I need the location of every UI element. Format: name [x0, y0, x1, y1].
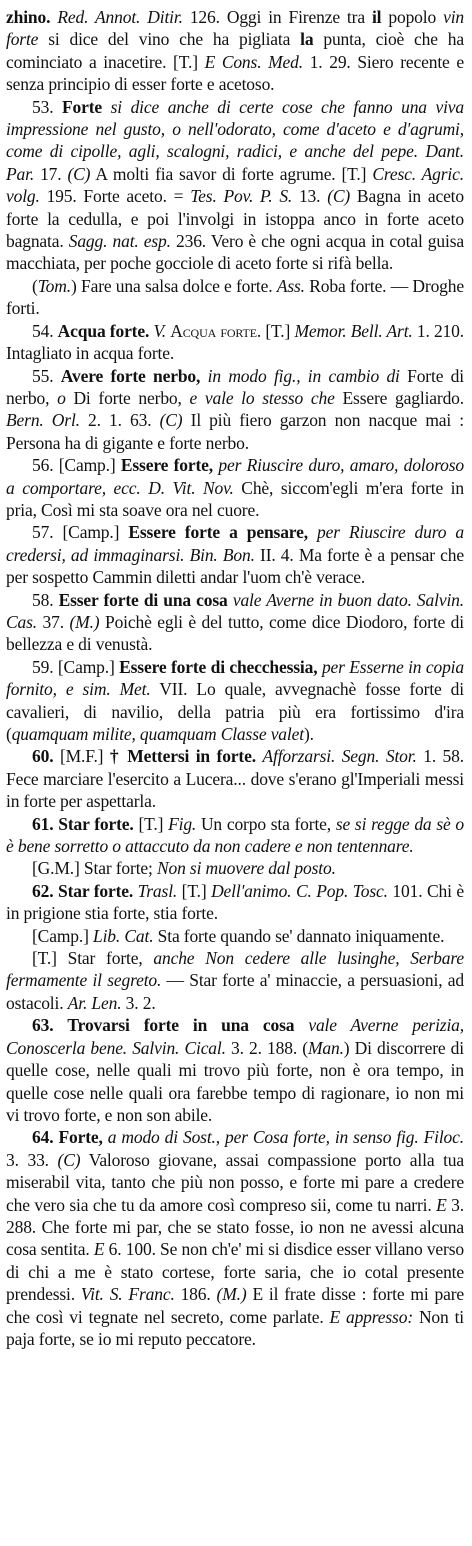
text-segment: VII. Lo quale, avvegnachè fosse forte di cavalieri, di navilio, della patria più era fortissimo d'ira ( — [6, 679, 464, 744]
text-segment: . [T.] — [256, 320, 295, 341]
text-segment: E il frate disse : forte mi pare che così vi tegnate nel secreto, come parlate. — [6, 1284, 464, 1327]
text-segment: si dice del vino che ha pigliata — [38, 29, 301, 50]
text-segment: Sagg. nat. esp. — [68, 231, 171, 252]
entry-paragraph-intro — [6, 6, 464, 96]
entry-paragraph-s58 — [6, 589, 464, 656]
text-segment: Esser forte di una cosa — [58, 589, 228, 610]
text-segment: 58. — [32, 589, 59, 610]
text-segment: E — [436, 1194, 447, 1215]
text-segment: [M.F.] — [53, 746, 110, 767]
text-segment: Memor. Bell. Art. — [294, 320, 413, 341]
text-segment: 3. 2. 188. ( — [225, 1037, 308, 1058]
text-segment: 53. — [32, 96, 62, 117]
text-segment: zhino. — [6, 7, 51, 27]
text-segment: A molti fia savor di forte agrume. [T.] — [90, 163, 373, 184]
text-segment: vin forte — [6, 7, 465, 50]
entry-paragraph-s56 — [6, 454, 464, 521]
text-segment: 195. Forte aceto. = — [39, 186, 191, 207]
text-segment: per Riuscire duro, amaro, doloroso a comportare, ecc. D. Vit. Nov. — [6, 455, 464, 498]
entry-paragraph-tom — [6, 275, 464, 320]
text-segment: Ar. Len. — [67, 992, 122, 1013]
text-segment: 17. — [34, 163, 68, 184]
text-segment: 101. Chi è in prigione stia forte, stia forte. — [6, 880, 464, 924]
text-segment: Essere forte, — [120, 455, 214, 476]
text-segment: 60. — [32, 746, 54, 767]
text-segment: Bagna in aceto forte la cedulla, e poi l'involgi in istoppa anco in forte aceto bagnata. — [6, 186, 464, 252]
text-segment: [G.M.] Star forte; — [32, 858, 157, 879]
text-segment: per Esserne in copia fornito, e sim. Met. — [6, 656, 464, 700]
text-segment: Trasl. — [137, 880, 178, 901]
text-segment: Vit. S. Franc. — [80, 1284, 175, 1305]
text-segment: Lib. Cat. — [93, 925, 154, 946]
text-segment: Forte — [62, 96, 103, 117]
text-segment: vale Averne perizia, Conoscerla bene. Salvin. Cical. — [6, 1015, 464, 1058]
text-segment: 1. 58. Fece marciare l'esercito a Lucera... dove s'erano gl'Imperiali messi in forte per aspettarla. — [6, 746, 464, 812]
text-segment: in modo fig., in cambio di — [207, 365, 400, 386]
text-segment: 236. Vero è che ogni acqua in cotal guisa macchiata, per poche gocciole di aceto forte si rifà bella. — [6, 231, 464, 274]
text-segment: Dell'animo. C. Pop. Tosc. — [211, 880, 388, 901]
text-segment: Non si muovere dal posto. — [156, 858, 336, 879]
text-segment: Forte di nerbo, — [6, 365, 464, 408]
text-segment: 62. — [32, 880, 54, 901]
entry-paragraph-s53 — [6, 96, 464, 275]
text-segment: (C) — [327, 186, 351, 207]
text-segment: E — [93, 1239, 105, 1260]
text-segment: Essere forte di checchessia, — [119, 656, 318, 677]
text-segment: Chè, siccom'egli m'era forte in pria, Così mi sta soave ora nel cuore. — [6, 477, 464, 520]
text-segment: (C) — [159, 410, 183, 431]
entry-paragraph-s59 — [6, 656, 464, 746]
text-segment: a modo di Sost., per Cosa forte, in senso fig. Filoc. — [107, 1127, 464, 1148]
text-segment: Trovarsi forte in una cosa — [67, 1015, 295, 1036]
text-segment: Star forte. — [58, 813, 134, 834]
entry-paragraph-s60 — [6, 745, 464, 812]
text-segment: 3. 33. — [6, 1149, 58, 1170]
text-segment: Essere forte a pensare, — [128, 522, 308, 543]
text-segment: † Mettersi in forte. — [109, 746, 256, 767]
entry-paragraph-s55 — [6, 365, 464, 455]
text-segment: o — [57, 387, 66, 408]
text-segment: 1. 210. Intagliato in acqua forte. — [6, 320, 464, 364]
text-segment: — Star forte a' minaccie, a persuasioni, ad ostacoli. — [6, 970, 464, 1013]
text-segment: anche Non cedere alle lusinghe, Serbare fermamente il segreto. — [6, 948, 464, 991]
text-segment: vale Averne in buon dato. Salvin. Cas. — [6, 589, 465, 632]
text-segment: 37. — [37, 611, 70, 632]
text-segment: 59. [Camp.] — [32, 656, 120, 677]
text-segment: Tom. — [37, 275, 71, 296]
text-segment: il — [371, 7, 382, 27]
text-segment: Ass. — [276, 275, 305, 296]
text-segment: [T.] — [133, 813, 169, 834]
text-segment: Cresc. Agric. volg. — [6, 163, 464, 207]
text-segment: ). — [303, 724, 314, 744]
text-segment: popolo — [381, 7, 444, 27]
text-segment: 13. — [292, 186, 328, 207]
text-segment: 55. — [32, 365, 61, 386]
text-segment: Acqua forte. — [57, 320, 150, 341]
text-segment: II. 4. Ma forte è a pensar che per sospetto Cammin diletti andar l'uom ch'è verace. — [6, 544, 464, 588]
text-segment: [T.] Star forte, — [32, 948, 154, 969]
entry-paragraph-s62 — [6, 880, 464, 925]
text-segment — [308, 522, 317, 542]
entry-paragraph-s61 — [6, 813, 464, 858]
text-segment: Un corpo sta forte, — [196, 813, 336, 834]
text-segment: (C) — [57, 1149, 81, 1170]
text-segment: ) Di discorrere di quelle cose, nelle quali mi trovo più forte, non è ora tempo, in quelle cose nelle quali ora farebbe tempo di ragionare, io non mi vi trovo forte, e non son abile. — [6, 1037, 464, 1125]
text-segment: e vale lo stesso che — [189, 387, 335, 408]
text-segment: 63. — [32, 1015, 54, 1036]
text-segment: E appresso: — [329, 1306, 413, 1327]
text-segment: Roba forte. — Droghe forti. — [6, 275, 464, 319]
text-segment — [102, 97, 111, 117]
text-segment: Valoroso giovane, assai compassione porto alla tua miserabil vita, tanto che più non posso, e forte mi pare a credere che vero sia che tu da amore così compreso sii, come tu narri. — [6, 1149, 465, 1215]
text-segment — [53, 1015, 67, 1035]
text-segment: Sta forte quando se' dannato iniquamente. — [153, 925, 445, 946]
entry-paragraph-s63 — [6, 1014, 464, 1126]
text-segment: ( — [32, 275, 38, 296]
entry-paragraph-s64 — [6, 1126, 464, 1350]
text-segment: Di forte nerbo, — [65, 387, 190, 408]
text-segment: quamquam milite, quamquam Classe valet — [11, 724, 304, 744]
text-segment: 54. — [32, 320, 58, 341]
text-segment: Bern. Orl. — [6, 410, 80, 431]
entry-paragraph-camp-lib — [6, 925, 464, 947]
text-segment: 3. 2. — [121, 992, 156, 1013]
text-segment: Tes. Pov. P. S. — [190, 186, 293, 207]
text-segment: Forte, — [58, 1127, 103, 1148]
text-segment: per Riuscire duro a credersi, ad immaginarsi. Bin. Bon. — [6, 522, 464, 565]
text-segment: 1. 29. Siero recente e senza principio di esser forte e acetoso. — [6, 51, 464, 95]
text-segment: Avere forte nerbo, — [60, 365, 201, 386]
text-segment: 57. [Camp.] — [32, 522, 129, 543]
text-segment: 186. — [174, 1284, 217, 1305]
text-segment: Essere gagliardo. — [334, 387, 465, 408]
text-segment: [T.] — [177, 880, 212, 901]
text-segment — [294, 1015, 308, 1035]
text-segment: Non ti paja forte, se io mi reputo peccatore. — [6, 1306, 464, 1349]
text-segment: ) Fare una salsa dolce e forte. — [70, 275, 277, 296]
text-segment: 126. Oggi in Firenze tra — [182, 7, 372, 27]
text-segment: 61. — [32, 813, 54, 834]
text-segment: 6. 100. Se non ch'e' mi si disdice esser villano verso di chi a me è stato cortese, forte saria, che io cotal presente prendessi. — [6, 1239, 464, 1305]
text-segment: 64. — [32, 1127, 54, 1148]
entry-paragraph-gmf — [6, 857, 464, 879]
text-segment: 2. 1. 63. — [79, 410, 160, 431]
text-segment: 56. [Camp.] — [32, 455, 121, 476]
text-segment: si dice anche di certe cose che fanno una viva impressione nel gusto, o nell'odorato, come d'aceto e d'agrumi, come di cipolle, agli, scalogni, radici, e anche del pepe. Dant. Par. — [6, 96, 464, 184]
text-segment — [200, 366, 207, 386]
text-segment: punta, cioè che ha cominciato a inacetire. [T.] — [6, 29, 464, 72]
text-segment: V. — [153, 320, 166, 341]
text-segment: Acqua forte — [170, 320, 257, 341]
text-segment: Red. Annot. Ditir. — [57, 7, 183, 27]
entry-paragraph-s54 — [6, 320, 464, 365]
text-segment: E Cons. Med. — [204, 51, 303, 72]
text-segment: Man. — [307, 1037, 344, 1058]
entry-paragraph-s57 — [6, 521, 464, 588]
text-segment: (M.) — [69, 611, 100, 632]
text-segment: la — [300, 29, 314, 50]
text-segment: (M.) — [216, 1284, 247, 1305]
text-segment: [Camp.] — [32, 925, 94, 946]
text-segment: 3. 288. Che forte mi par, che se stato fosse, io non ne avessi alcuna cosa sentita. — [6, 1194, 464, 1260]
text-segment: Fig. — [168, 813, 197, 834]
text-segment: (C) — [67, 163, 91, 184]
text-segment: Afforzarsi. Segn. Stor. — [262, 746, 417, 767]
text-segment: Il più fiero garzon non nacque mai : Persona ha di gigante e forte nerbo. — [6, 410, 464, 453]
entry-paragraph-t-star — [6, 947, 464, 1014]
dictionary-entries — [6, 6, 464, 1350]
text-segment: se si regge da sè o è bene sorretto o attaccuto da non cadere e non tentennare. — [6, 813, 464, 857]
text-segment: Star forte. — [57, 880, 134, 901]
text-segment: Poichè egli è del tutto, come dice Diodoro, forte di bellezza e di venustà. — [6, 611, 464, 655]
